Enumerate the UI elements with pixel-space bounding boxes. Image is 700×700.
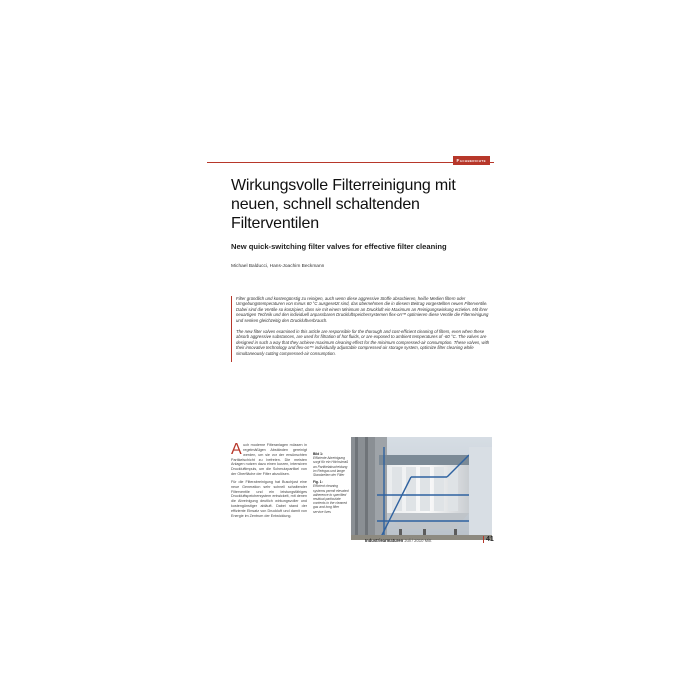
magazine-name: Industriearmaturen (365, 538, 404, 543)
abstract-english: The new filter valves examined in this article are responsible for the thorough and cost-efficient cleaning of filters, even when these absorb aggressive substances, are used for filtration of hot fluids, or are exposed to ambient temperatures of -60 °C. The valves are designed in such a way that they achieve maximum cleaning effect for the minimum compressed-air consumption. These valves, with their innovative technology and flex-on™ individually adjustable compressed-air storage system, optimize filter cleaning while simultaneously cutting compressed-air consumption. (236, 329, 490, 356)
page-number: 41 (483, 536, 494, 543)
caption-label-en: Fig. 1: (313, 480, 323, 485)
article-authors: Michael Balducci, Hans-Joachim Beckmann (231, 264, 325, 269)
issue-date: Juli / 2010 (404, 538, 424, 543)
caption-label-de: Bild 1: (313, 452, 324, 456)
abstract (231, 296, 494, 362)
article-subtitle: New quick-switching filter valves for effective filter cleaning (231, 242, 447, 251)
body-column (231, 443, 307, 522)
header-rule (207, 162, 494, 163)
figure-caption (313, 452, 349, 517)
body-paragraph-1: uch moderne Filteranlagen müssen in regelmäßigen Abständen gereinigt werden, um sie vor der erwünschten Partikelschicht zu befreien. Die meisten Anlagen nutzen dazu einen kurzen, intensiven Druckluftimpuls, um die Schmutzpartikel von der Oberfläche der Filter abzulösen. (231, 443, 307, 477)
caption-text-en: Efficient cleaning systems permit elevated adherence to specified residual particulate contents in the cleaned gas and long filter service lives (313, 484, 349, 514)
section-tag: Fachberichte (453, 156, 490, 165)
article-title: Wirkungsvolle Filterreinigung mit neuen, schnell schaltenden Filterventilen (231, 177, 456, 232)
magazine-page (207, 156, 494, 546)
page-footer (365, 536, 494, 543)
footer-extra: Mitt (424, 538, 432, 543)
drop-cap: A (231, 441, 242, 458)
body-paragraph-2: Für die Filterabreinigung hat Buschjost eine neue Generation sehr schnell schaltender Filterventile und ein leistungsfähiges Druckluftspeichersystem entwickelt, mit denen die Abreinigung deutlich wirkungsvoller und kostengünstiger abläuft. Dabei stand der effiziente Einsatz von Druckluft und damit von Energie im Zentrum der Entwicklung. (231, 479, 307, 518)
filter-plant-photo (351, 437, 492, 540)
caption-text-de: Effiziente Abreinigung sorgt für ein Höchstmaß an Partikelabscheidung im Reingas und lange Standzeiten der Filter (313, 456, 349, 478)
abstract-german: Filter gründlich und kostengünstig zu reinigen, auch wenn diese aggressive Stoffe absorbieren, heiße Medien filtern oder Umgebungstemperaturen von minus 60 °C ausgesetzt sind, das übernehmen die in diesem Beitrag vorgestellten neuen Filterventile. Dabei sind die Ventile so konzipiert, dass sie mit einem Minimum an Druckluft ein Maximum an Reinigungswirkung erzielen. Mit ihrer neuartigen Technik und den individuell anpassbaren Druckluftspeichersystemen flex-on™ optimieren diese Ventile die Filterreinigung und senken gleichzeitig den Druckluftverbrauch. (236, 296, 489, 323)
